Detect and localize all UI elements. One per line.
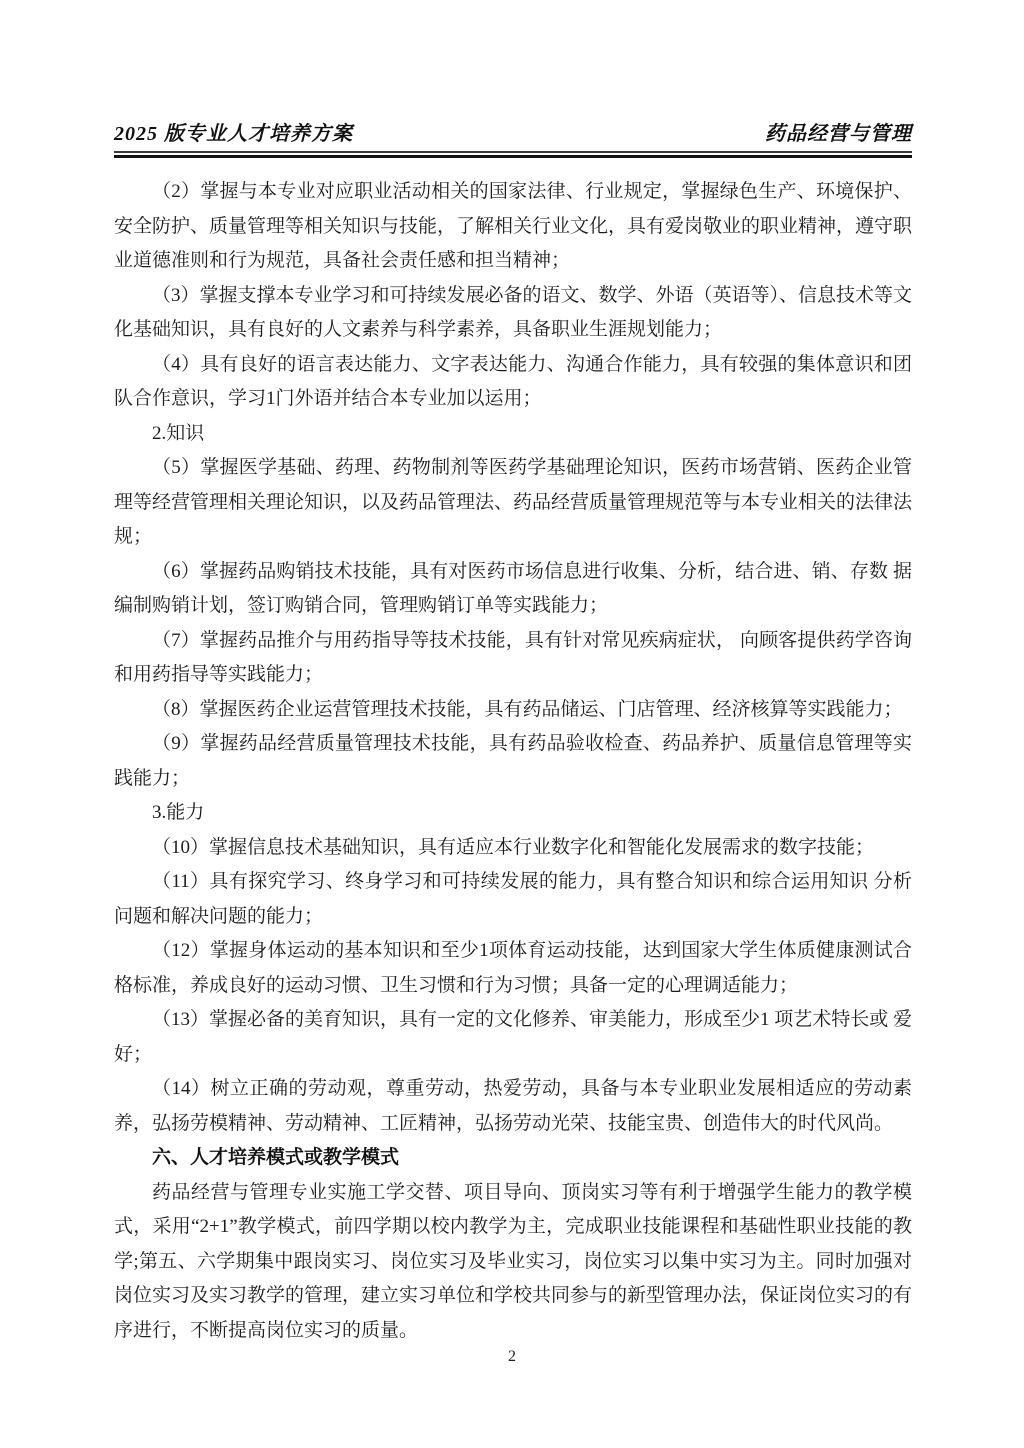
paragraph-14: （14）树立正确的劳动观，尊重劳动，热爱劳动，具备与本专业职业发展相适应的劳动素养，弘扬劳模精神、劳动精神、工匠精神，弘扬劳动光荣、技能宝贵、创造伟大的时代风尚。 — [114, 1078, 912, 1134]
paragraph-teaching-mode-body: 药品经营与管理专业实施工学交替、项目导向、顶岗实习等有利于增强学生能力的教学模式，采用“2+1”教学模式，前四学期以校内教学为主，完成职业技能课程和基础性职业技能的教学;第五、六学期集中跟岗实习、岗位实习及毕业实习，岗位实习以集中实习为主。同时加强对岗位实习及实习教学的管理，建立实习单位和学校共同参与的新型管理办法，保证岗位实习的有序进行，不断提高岗位实习的质量。 — [114, 1181, 913, 1341]
header-right-title: 药品经营与管理 — [765, 123, 912, 145]
paragraph-2: （2）掌握与本专业对应职业活动相关的国家法律、行业规定，掌握绿色生产、环境保护、安全防护、质量管理等相关知识与技能，了解相关行业文化，具有爱岗敬业的职业精神，遵守职业道德准则和行为规范，具备社会责任感和担当精神； — [114, 181, 913, 271]
page-header — [114, 122, 912, 146]
paragraph-8: （8）掌握医药企业运营管理技术技能，具有药品储运、门店管理、经济核算等实践能力； — [152, 698, 903, 720]
paragraph-11: （11）具有探究学习、终身学习和可持续发展的能力，具有整合知识和综合运用知识 分析问题和解决问题的能力； — [114, 871, 912, 927]
paragraph-4: （4）具有良好的语言表达能力、文字表达能力、沟通合作能力，具有较强的集体意识和团队合作意识，学习1门外语并结合本专业加以运用； — [114, 353, 912, 409]
document-body — [114, 175, 912, 1348]
paragraph-9: （9）掌握药品经营质量管理技术技能，具有药品验收检查、药品养护、质量信息管理等实践能力； — [114, 733, 912, 789]
subheading-knowledge: 2.知识 — [152, 422, 205, 444]
subheading-ability: 3.能力 — [152, 802, 205, 823]
header-left-title: 2025 版专业人才培养方案 — [114, 123, 353, 145]
paragraph-10: （10）掌握信息技术基础知识，具有适应本行业数字化和智能化发展需求的数字技能； — [152, 836, 875, 858]
paragraph-3: （3）掌握支撑本专业学习和可持续发展必备的语文、数学、外语（英语等）、信息技术等文化基础知识，具有良好的人文素养与科学素养，具备职业生涯规划能力； — [114, 284, 913, 340]
section-heading-teaching-mode: 六、人才培养模式或教学模式 — [152, 1147, 400, 1168]
page-number: 2 — [508, 1348, 516, 1365]
paragraph-6: （6）掌握药品购销技术技能，具有对医药市场信息进行收集、分析，结合进、销、存数 据编制购销计划，签订购销合同，管理购销订单等实践能力； — [114, 560, 912, 616]
paragraph-7: （7）掌握药品推介与用药指导等技术技能，具有针对常见疾病症状， 向顾客提供药学咨询和用药指导等实践能力； — [114, 629, 912, 685]
paragraph-12: （12）掌握身体运动的基本知识和至少1项体育运动技能，达到国家大学生体质健康测试合格标准，养成良好的运动习惯、卫生习惯和行为习惯；具备一定的心理调适能力； — [114, 940, 912, 996]
paragraph-13: （13）掌握必备的美育知识，具有一定的文化修养、审美能力，形成至少1 项艺术特长或 爱好； — [114, 1009, 913, 1065]
header-divider-rule — [114, 151, 912, 158]
paragraph-5: （5）掌握医学基础、药理、药物制剂等医药学基础理论知识，医药市场营销、医药企业管理等经营管理相关理论知识，以及药品管理法、药品经营质量管理规范等与本专业相关的法律法规； — [114, 457, 913, 547]
page-footer — [0, 1348, 1024, 1366]
